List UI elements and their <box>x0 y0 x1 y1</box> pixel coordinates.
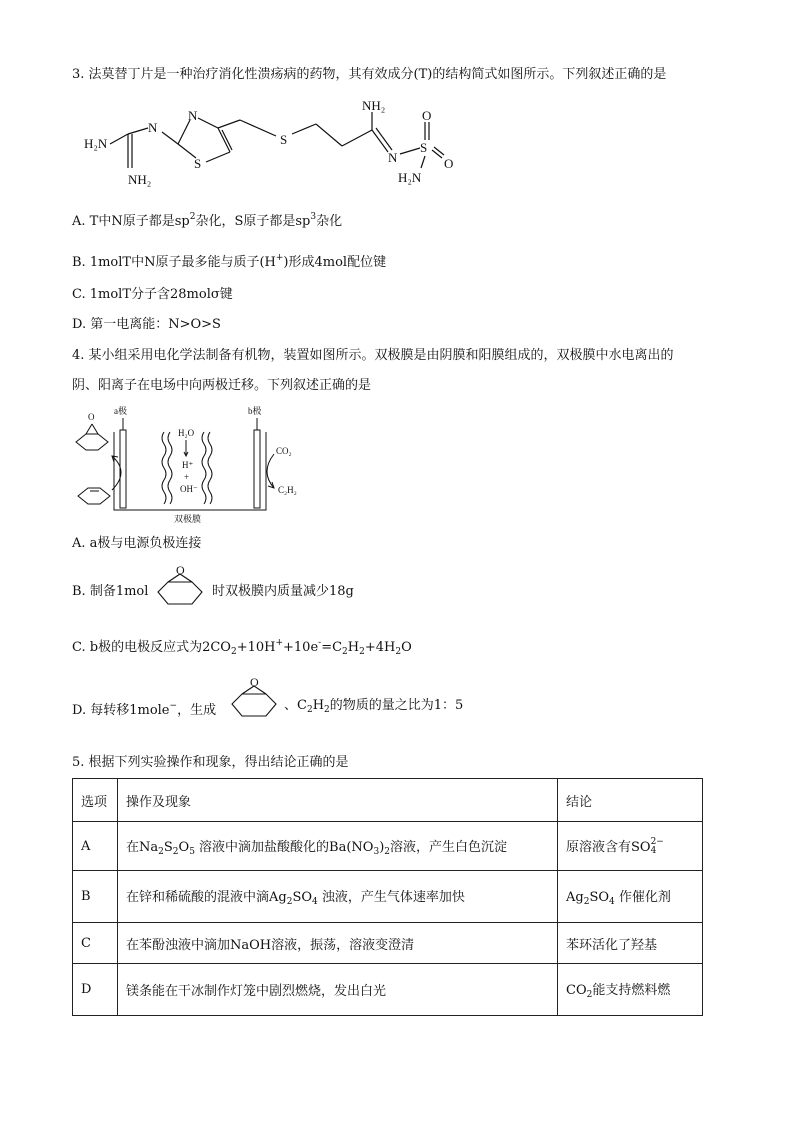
atom-nh2-bottom: NH₂ <box>128 172 152 187</box>
table-row <box>73 923 703 964</box>
atom-o-top: O <box>422 108 432 123</box>
electrode-a-label: a极 <box>114 406 127 416</box>
epoxide-o-label: O <box>88 412 95 422</box>
q4-option-b-suffix: 时双极膜内质量减少18g <box>212 584 354 599</box>
atom-h2n-bottom: H₂N <box>398 170 422 185</box>
q4-stem-1: 4. 某小组采用电化学法制备有机物，装置如图所示。双极膜是由阴膜和阳膜组成的，双极膜中水电离出的 <box>72 348 674 363</box>
row-option: C <box>73 923 118 964</box>
row-conclusion: $Ag_2SO_4$ 作催化剂 <box>558 871 703 923</box>
q3-option-b: B. 1molT中N原子最多能与质子(H+)形成4mol配位键 <box>72 253 387 270</box>
row-conclusion: $CO_2$能支持燃料燃 <box>558 964 703 1016</box>
atom-s-ring: S <box>194 156 202 171</box>
q4-stem-2: 阴、阳离子在电场中向两极迁移。下列叙述正确的是 <box>72 378 372 393</box>
epoxide-structure-b <box>152 566 210 610</box>
atom-nh2-top: NH₂ <box>362 98 386 113</box>
experiment-table <box>72 778 703 1016</box>
q3-stem: 3. 法莫替丁片是一种治疗消化性溃疡病的药物，其有效成分(T)的结构简式如图所示。下列叙述正确的是 <box>72 67 667 82</box>
table-header-row <box>73 779 703 822</box>
atom-o-right: O <box>444 156 454 171</box>
row-conclusion: 苯环活化了羟基 <box>558 923 703 964</box>
row-option: D <box>73 964 118 1016</box>
q3-option-d: D. 第一电离能：N>O>S <box>72 317 221 332</box>
c2h2-label: C₂H₂ <box>278 485 297 495</box>
q5-stem: 5. 根据下列实验操作和现象，得出结论正确的是 <box>72 755 349 770</box>
q3-option-c: C. 1molT分子含28molσ键 <box>72 287 233 302</box>
epoxide-o-label: O <box>250 678 259 689</box>
plus-label: + <box>184 472 190 482</box>
table-row <box>73 871 703 923</box>
row-option: A <box>73 822 118 871</box>
epoxide-o-label: O <box>176 566 185 577</box>
q4-option-a: A. a极与电源负极连接 <box>72 536 202 551</box>
atom-n-ring: N <box>188 108 198 123</box>
row-option: B <box>73 871 118 923</box>
q4-option-d-suffix: 、$C_2H_2$的物质的量之比为1：5 <box>284 698 464 715</box>
electrolysis-device <box>64 402 324 527</box>
q3-option-a: A. T中N原子都是$sp^2$杂化，S原子都是$sp^3$杂化 <box>72 212 343 229</box>
row-conclusion: 原溶液含有SO 2− 4 <box>558 822 703 871</box>
row-operation: 在$Na_2S_2O_5$ 溶液中滴加盐酸酸化的$Ba(NO_3)_2$溶液，产生白色沉淀 <box>118 822 558 871</box>
atom-h2n-left: H₂N <box>84 136 108 151</box>
membrane-label: 双极膜 <box>174 514 202 524</box>
atom-s-sulfonyl: S <box>420 140 428 155</box>
row-operation: 在苯酚浊液中滴加NaOH溶液，振荡，溶液变澄清 <box>118 923 558 964</box>
electrode-b-label: b极 <box>248 406 262 416</box>
row-operation: 镁条能在干冰制作灯笼中剧烈燃烧，发出白光 <box>118 964 558 1016</box>
famotidine-structure <box>80 96 470 196</box>
header-operation: 操作及现象 <box>118 779 558 822</box>
atom-n-imine: N <box>148 120 158 135</box>
atom-n-right: N <box>388 150 398 165</box>
row-operation: 在锌和稀硫酸的混液中滴$Ag_2SO_4$ 浊液，产生气体速率加快 <box>118 871 558 923</box>
header-option: 选项 <box>73 779 118 822</box>
epoxide-structure-d <box>226 678 284 722</box>
water-label: H₂O <box>178 428 195 438</box>
h-plus-label: H⁺ <box>182 460 194 470</box>
oh-minus-label: OH⁻ <box>180 484 198 494</box>
atom-s-chain: S <box>280 132 288 147</box>
table-row <box>73 822 703 871</box>
q4-option-c: C. b极的电极反应式为$2CO_2+10H^++10e^-=C_2H_2+4H_2O$ <box>72 638 412 657</box>
q4-option-b-prefix: B. 制备1mol <box>72 584 149 599</box>
q4-option-d-prefix: D. 每转移1mole−，生成 <box>72 701 217 718</box>
table-row <box>73 964 703 1016</box>
co2-label: CO₂ <box>276 446 292 456</box>
header-conclusion: 结论 <box>558 779 703 822</box>
